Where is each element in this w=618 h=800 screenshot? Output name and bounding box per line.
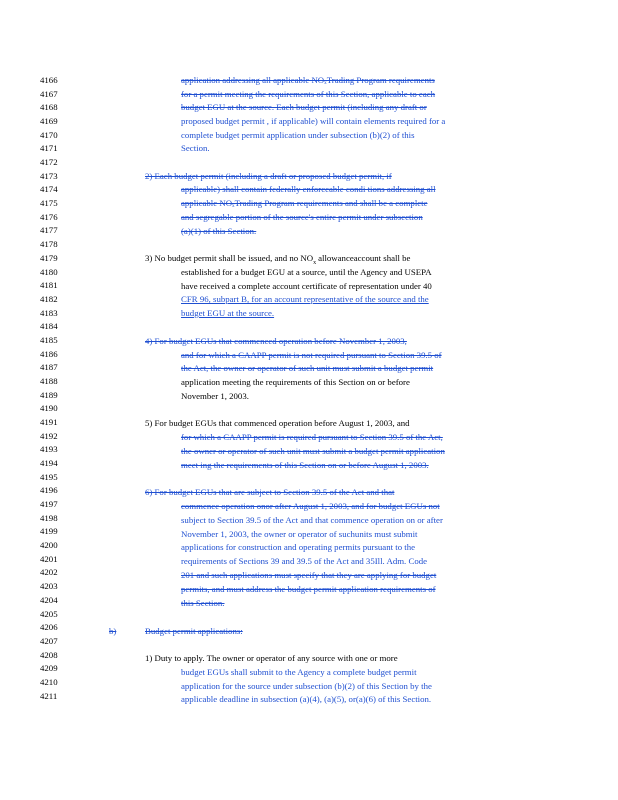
line-number: 4183 (40, 307, 58, 318)
line-number: 4187 (40, 362, 58, 373)
text-line-4208: 1) Duty to apply. The owner or operator of any source with one or more (145, 653, 398, 663)
line-number: 4207 (40, 635, 58, 646)
text-line-4170: complete budget permit application under subsection (b)(2) of this (181, 130, 415, 140)
line-number: 4173 (40, 170, 58, 181)
line-number: 4196 (40, 485, 58, 496)
line-number: 4168 (40, 102, 58, 113)
text-line-4198: subject to Section 39.5 of the Act and that commence operation on or after (181, 515, 443, 525)
line-number: 4189 (40, 389, 58, 400)
line-number: 4177 (40, 225, 58, 236)
text-line-4167: for a permit meeting the requirements of this Section, applicable to each (181, 89, 436, 99)
line-number: 4166 (40, 75, 58, 85)
text-line-4187: the Act, the owner or operator of such unit must submit a budget permit (181, 363, 434, 373)
line-number: 4181 (40, 280, 58, 291)
text-line-4168: budget EGU at the source. Each budget permit (including any draft or (181, 102, 427, 112)
text-line-4191: 5) For budget EGUs that commenced operation before August 1, 2003, and (145, 418, 410, 428)
line-number: 4203 (40, 581, 58, 592)
text-line-4210: application for the source under subsection (b)(2) of this Section by the (181, 681, 432, 691)
line-number: 4198 (40, 512, 58, 523)
line-number: 4175 (40, 198, 58, 209)
line-number: 4188 (40, 375, 58, 386)
text-line-4188: application meeting the requirements of this Section on or before (181, 377, 410, 387)
text-line-4166: application addressing all applicable NOₓTrading Program requirements (181, 75, 435, 85)
text-line-4196: 6) For budget EGUs that are subject to Section 39.5 of the Act and that (145, 487, 395, 497)
text-line-4203: permits, and must address the budget permit application requirements of (181, 584, 436, 594)
text-line-4186: and for which a CAAPP permit is not required pursuant to Section 39.5 of (181, 350, 442, 360)
text-line-4174: applicable) shall contain federally enforceable condi tions addressing all (181, 184, 436, 194)
text-line-4183: budget EGU at the source. (181, 308, 275, 318)
text-line-4211: applicable deadline in subsection (a)(4), (a)(5), or(a)(6) of this Section. (181, 694, 432, 704)
text-line-4192: for which a CAAPP permit is required pursuant to Section 39.5 of the Act, (181, 432, 443, 442)
line-number: 4205 (40, 608, 58, 619)
line-number: 4172 (40, 157, 58, 168)
text-line-4199: November 1, 2003, the owner or operator of suchunits must submit (181, 529, 418, 539)
text-line-4182: CFR 96, subpart B, for an account representative of the source and the (181, 294, 429, 304)
text-line-4181: have received a complete account certificate of representation under 40 (181, 281, 432, 291)
text-line-4202: 201 and such applications must specify that they are applying for budget (181, 570, 437, 580)
line-number: 4201 (40, 553, 58, 564)
text-line-4176: and segregable portion of the source's entire permit under subsection (181, 212, 423, 222)
line-number: 4171 (40, 143, 58, 154)
text-line-4169: proposed budget permit , if applicable) will contain elements required for a (181, 116, 446, 126)
text-line-4180: established for a budget EGU at a source, until the Agency and USEPA (181, 267, 432, 277)
line-number: 4167 (40, 88, 58, 99)
line-number: 4195 (40, 471, 58, 482)
text-line-4200: applications for construction and operating permits pursuant to the (181, 542, 416, 552)
text-line-4201: requirements of Sections 39 and 39.5 of the Act and 35Ill. Adm. Code (181, 556, 428, 566)
line-number: 4174 (40, 184, 58, 195)
line-number: 4200 (40, 540, 58, 551)
nox-subscript: x (313, 259, 317, 266)
line-number: 4185 (40, 334, 58, 345)
line-number: 4194 (40, 458, 58, 469)
line-number: 4199 (40, 526, 58, 537)
text-line-4189: November 1, 2003. (181, 391, 249, 401)
line-number: 4191 (40, 417, 58, 427)
section-heading: Budget permit applications: (145, 626, 243, 636)
text-line-4193: the owner or operator of such unit must submit a budget permit application (181, 446, 445, 456)
line-number: 4169 (40, 116, 58, 127)
text-line-4185: 4) For budget EGUs that commenced operation before November 1, 2003, (145, 336, 407, 346)
line-number: 4184 (40, 321, 58, 332)
line-number: 4176 (40, 211, 58, 222)
line-number: 4210 (40, 676, 58, 687)
line-number: 4190 (40, 403, 58, 414)
line-number: 4186 (40, 348, 58, 359)
line-number: 4202 (40, 567, 58, 578)
text-line-4179-part1: 3) No budget permit shall be issued, and no NO (145, 253, 314, 263)
line-number: 4209 (40, 663, 58, 674)
line-number: 4193 (40, 444, 58, 455)
section-label-b: b) (109, 626, 117, 636)
line-number: 4197 (40, 499, 58, 510)
text-line-4171: Section. (181, 143, 210, 153)
line-number: 4170 (40, 129, 58, 140)
text-line-4204: this Section. (181, 598, 225, 608)
text-line-4179-part2: allowanceaccount shall be (318, 253, 411, 263)
line-number: 4206 (40, 622, 58, 633)
text-line-4194: meet ing the requirements of this Section on or before August 1, 2003. (181, 460, 429, 470)
line-number: 4192 (40, 430, 58, 441)
text-line-4173: 2) Each budget permit (including a draft or proposed budget permit, if (145, 171, 392, 181)
line-number: 4180 (40, 266, 58, 277)
line-number: 4208 (40, 649, 58, 660)
text-line-4177: (a)(1) of this Section. (181, 226, 257, 236)
text-line-4179 (145, 253, 410, 268)
line-number: 4204 (40, 594, 58, 605)
line-number: 4182 (40, 293, 58, 304)
text-line-4209: budget EGUs shall submit to the Agency a complete budget permit (181, 667, 417, 677)
line-number: 4178 (40, 239, 58, 250)
line-number: 4179 (40, 252, 58, 263)
text-line-4197: commence operation onor after August 1, 2003, and for budget EGUs not (181, 501, 440, 511)
line-number: 4211 (40, 690, 58, 701)
text-line-4175: applicable NOₓTrading Program requirements and shall be a complete (181, 198, 428, 208)
